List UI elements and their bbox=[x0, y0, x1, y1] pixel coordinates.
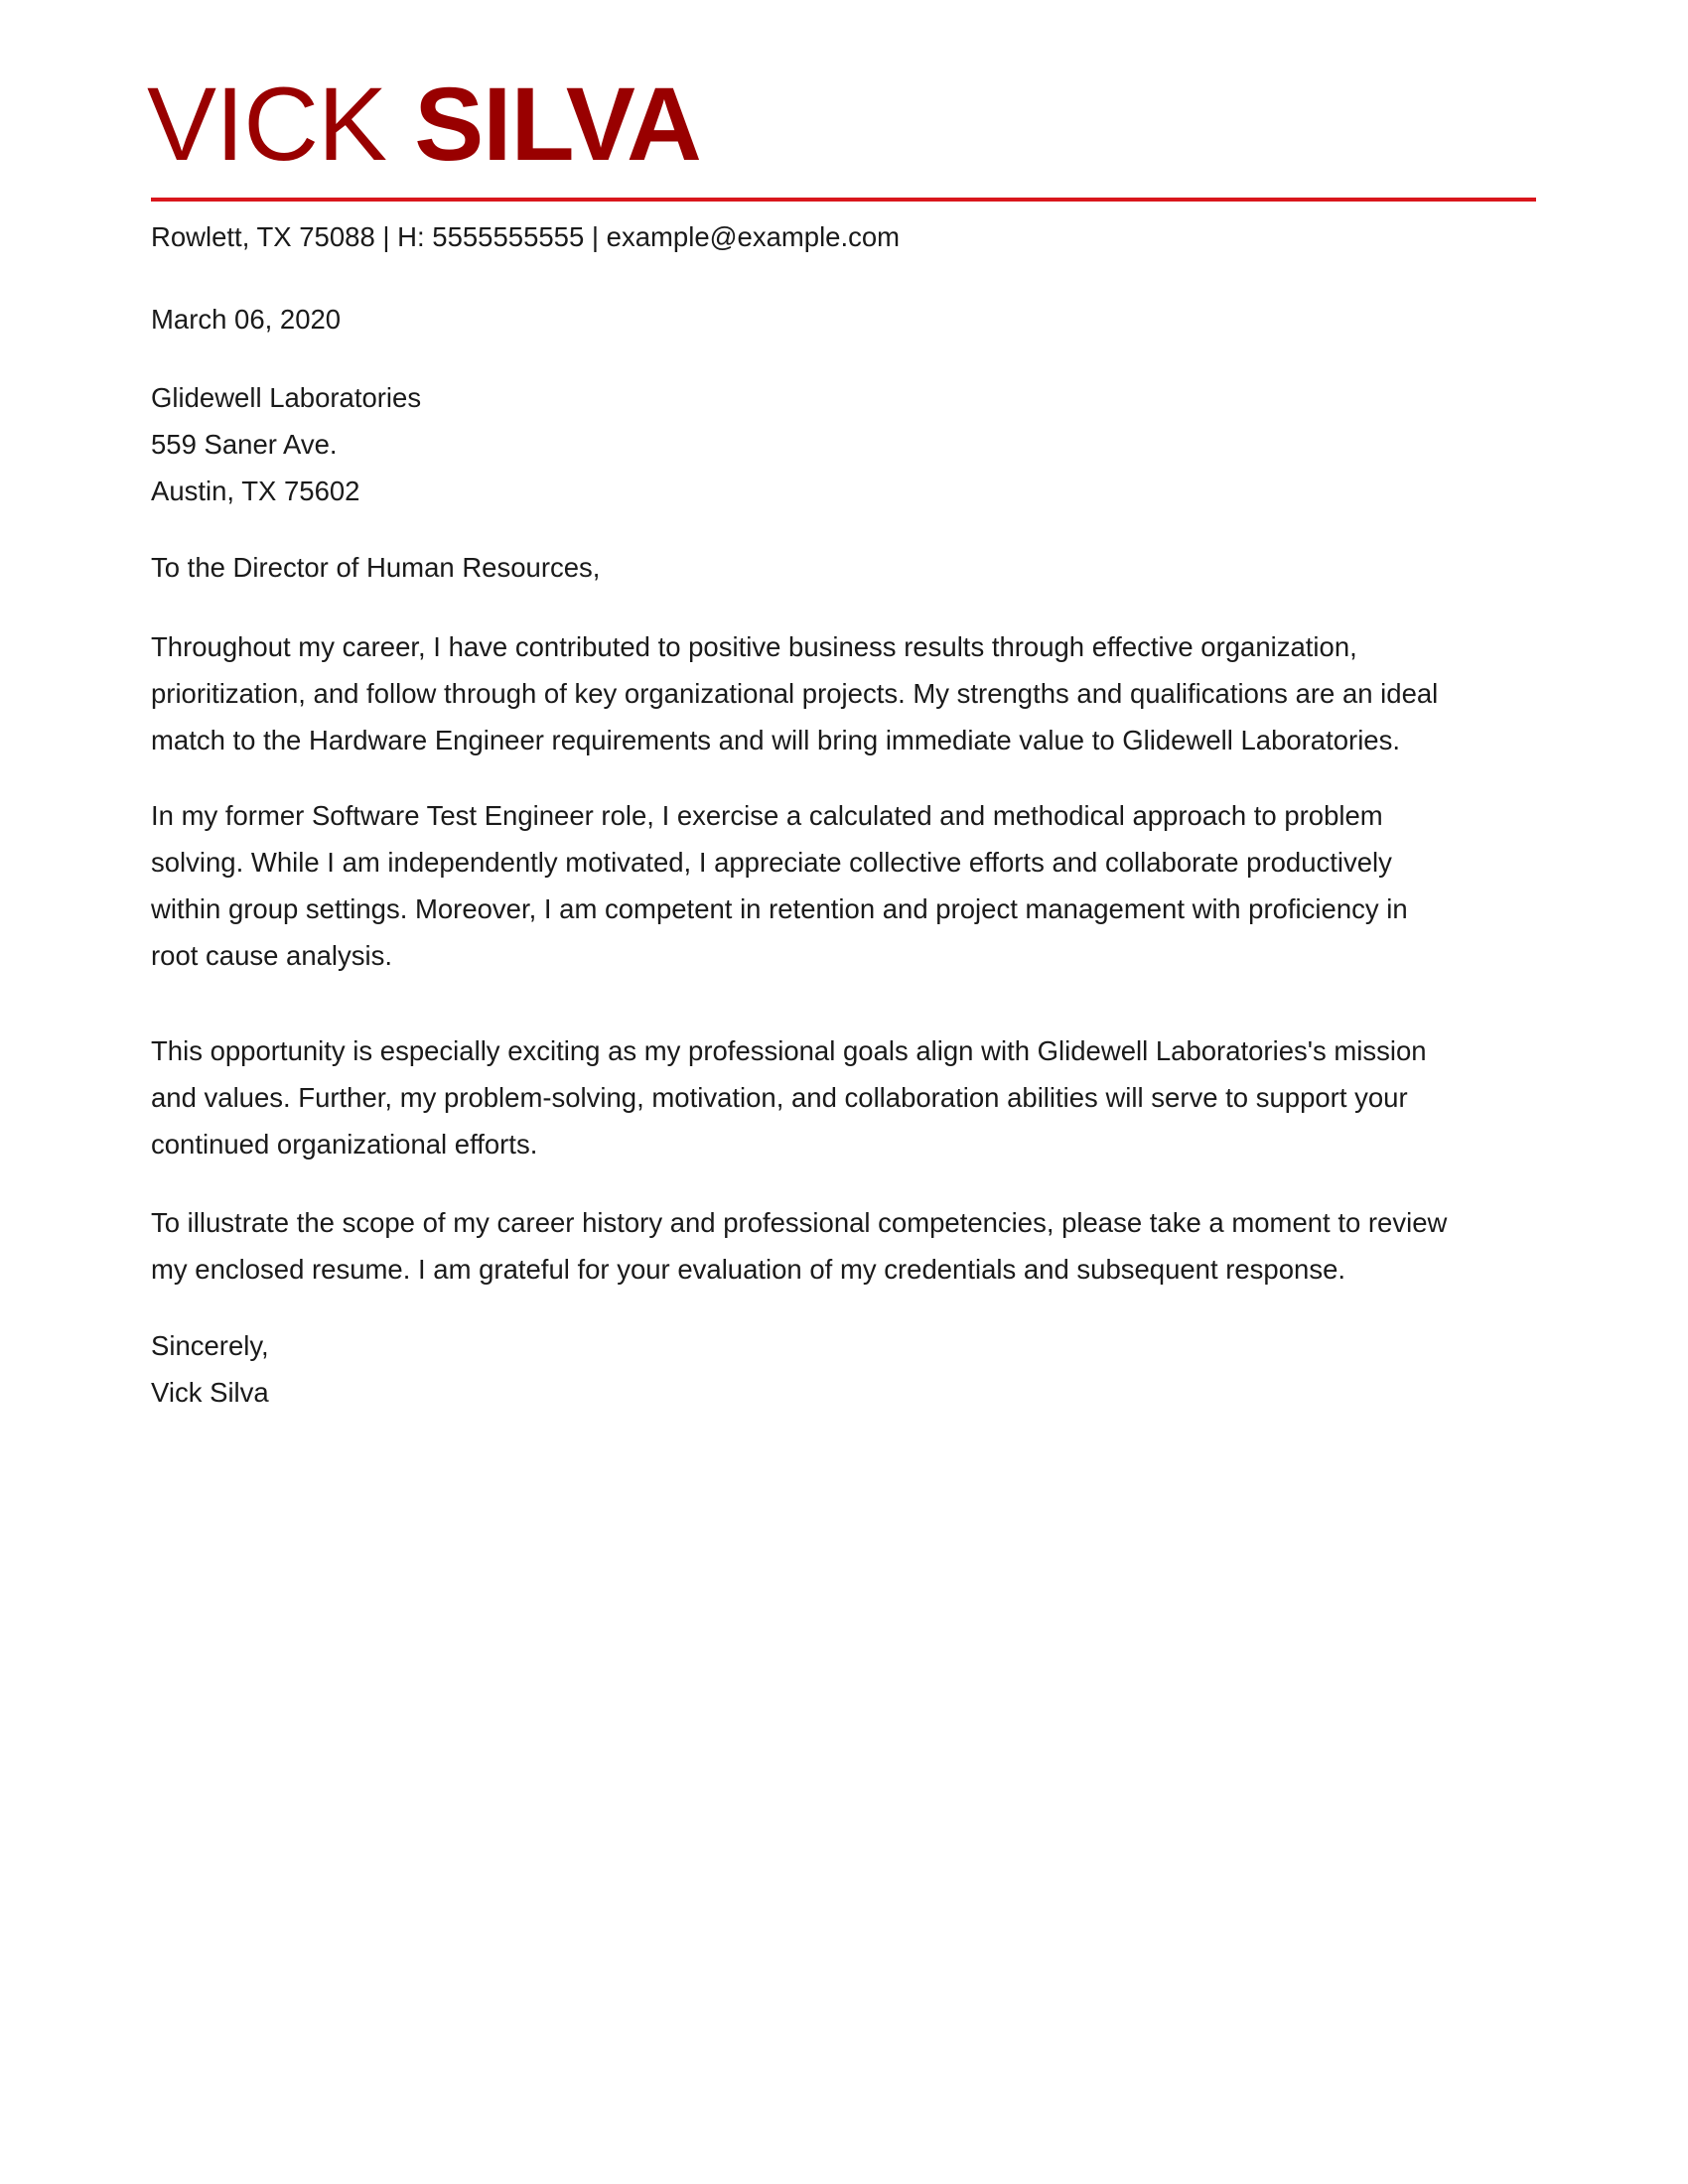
paragraph-line: my enclosed resume. I am grateful for your evaluation of my credentials and subsequent response. bbox=[151, 1254, 1346, 1285]
paragraph-line: and values. Further, my problem-solving, motivation, and collaboration abilities will serve to support your bbox=[151, 1082, 1408, 1113]
body-paragraph-1 bbox=[151, 623, 1438, 763]
paragraph-line: Throughout my career, I have contributed to positive business results through effective organization, bbox=[151, 631, 1357, 662]
paragraph-line: This opportunity is especially exciting as my professional goals align with Glidewell Laboratories's mission bbox=[151, 1035, 1427, 1066]
signature: Vick Silva bbox=[151, 1377, 269, 1408]
recipient-company: Glidewell Laboratories bbox=[151, 382, 422, 413]
letter-date: March 06, 2020 bbox=[151, 304, 342, 335]
paragraph-line: continued organizational efforts. bbox=[151, 1129, 538, 1160]
closing bbox=[151, 1322, 269, 1416]
paragraph-line: within group settings. Moreover, I am competent in retention and project management with proficiency in bbox=[151, 893, 1408, 924]
applicant-name bbox=[147, 56, 701, 195]
paragraph-line: root cause analysis. bbox=[151, 940, 393, 971]
body-paragraph-2 bbox=[151, 792, 1408, 979]
paragraph-line: To illustrate the scope of my career history and professional competencies, please take a moment to review bbox=[151, 1207, 1448, 1238]
paragraph-line: In my former Software Test Engineer role, I exercise a calculated and methodical approach to problem bbox=[151, 800, 1383, 831]
recipient-city: Austin, TX 75602 bbox=[151, 476, 360, 506]
paragraph-line: match to the Hardware Engineer requirements and will bring immediate value to Glidewell Laboratories. bbox=[151, 725, 1400, 755]
paragraph-line: prioritization, and follow through of key organizational projects. My strengths and qualifications are an ideal bbox=[151, 678, 1439, 709]
recipient-street: 559 Saner Ave. bbox=[151, 429, 338, 460]
body-paragraph-3 bbox=[151, 1027, 1427, 1167]
header-divider bbox=[151, 198, 1536, 202]
valediction: Sincerely, bbox=[151, 1330, 269, 1361]
last-name: SILVA bbox=[414, 67, 701, 183]
contact-info: Rowlett, TX 75088 | H: 5555555555 | example@example.com bbox=[151, 221, 901, 252]
paragraph-line: solving. While I am independently motivated, I appreciate collective efforts and collaborate productively bbox=[151, 847, 1392, 878]
body-paragraph-4 bbox=[151, 1199, 1447, 1293]
recipient-address bbox=[151, 374, 421, 514]
first-name: VICK bbox=[147, 67, 387, 183]
salutation: To the Director of Human Resources, bbox=[151, 552, 601, 583]
